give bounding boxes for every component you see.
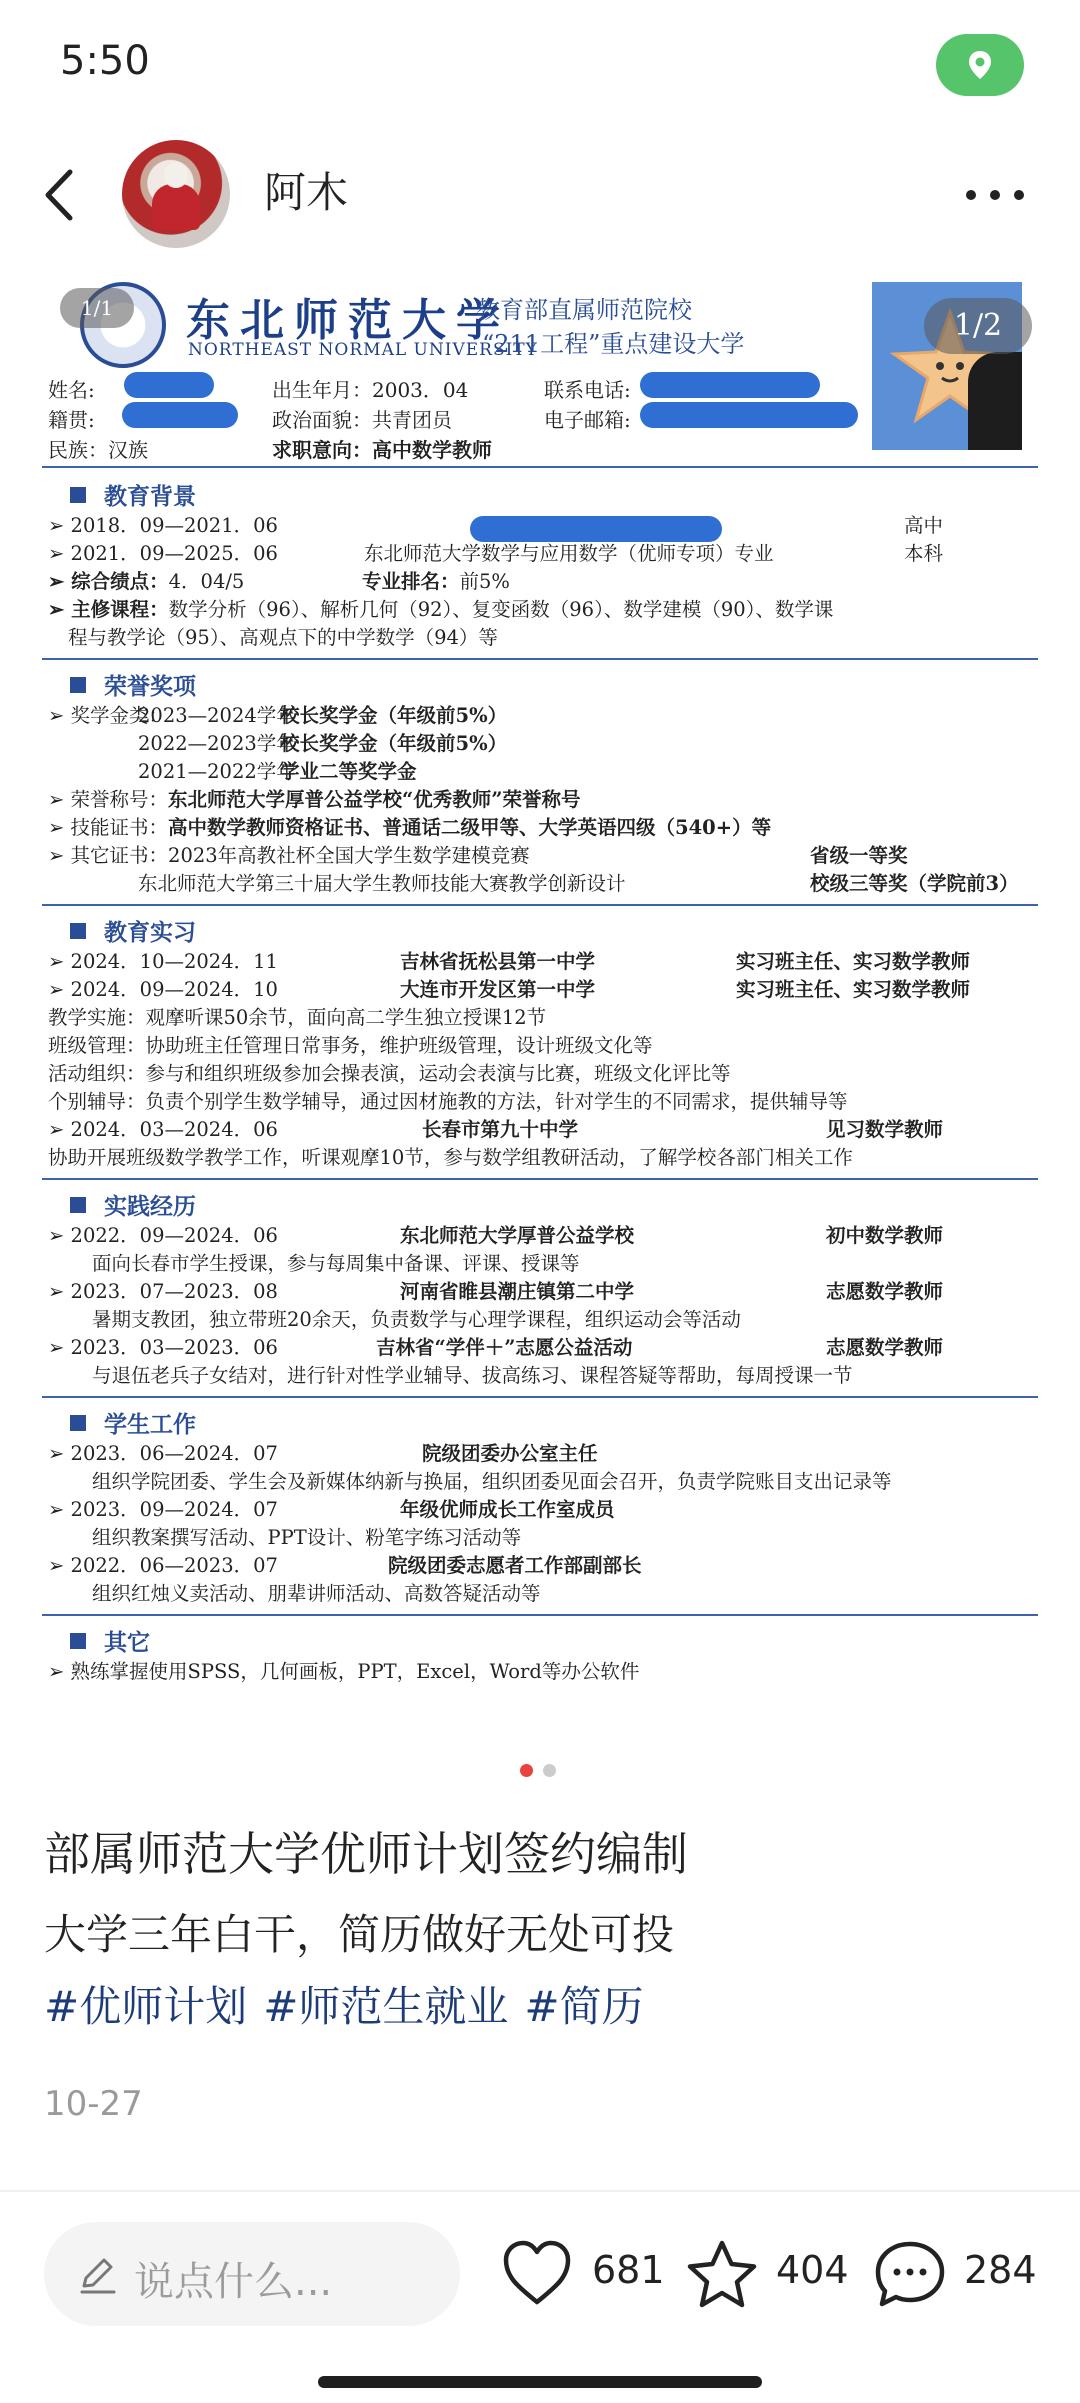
edu-courses: ➢ 主修课程：数学分析（96）、解析几何（92）、复变函数（96）、数学建模（90）、数学课 — [48, 598, 834, 621]
intern-2-role: 实习班主任、实习数学教师 — [736, 978, 971, 1001]
pencil-icon — [76, 2252, 120, 2296]
tag-link[interactable]: #简历 — [524, 1982, 644, 2031]
divider — [42, 1396, 1038, 1398]
info-ethnic: 民族：汉族 — [48, 438, 148, 462]
practice-2-role: 志愿数学教师 — [826, 1280, 944, 1303]
honor-s1-year: 2023—2024学年 — [138, 704, 296, 727]
location-pin-icon — [964, 49, 996, 81]
practice-2-place: 河南省睢县潮庄镇第二中学 — [400, 1280, 635, 1303]
star-icon — [684, 2238, 760, 2310]
divider — [42, 904, 1038, 906]
intern-desc-4: 个别辅导：负责个别学生数学辅导，通过因材施教的方法，针对学生的不同需求，提供辅导等 — [48, 1090, 848, 1113]
honor-s3-year: 2021—2022学年 — [138, 760, 296, 783]
intern-desc-2: 班级管理：协助班主任管理日常事务，维护班级管理，设计班级文化等 — [48, 1034, 653, 1057]
section-student-work-title: 学生工作 — [70, 1406, 196, 1439]
info-job-value: 高中数学教师 — [372, 438, 492, 462]
section-internship-title: 教育实习 — [70, 914, 196, 947]
like-button[interactable] — [500, 2234, 665, 2314]
edu-row-2-school: 东北师范大学数学与应用数学（优师专项）专业 — [364, 542, 774, 565]
intern-2-place: 大连市开发区第一中学 — [400, 978, 596, 1001]
edu-row-1-date: ➢ 2018．09—2021．06 — [48, 514, 278, 537]
work-3-date: ➢ 2022．06—2023．07 — [48, 1554, 278, 1577]
like-count: 681 — [592, 2248, 665, 2292]
status-bar — [0, 0, 1080, 130]
section-practice-title: 实践经历 — [70, 1188, 196, 1221]
info-email-label: 电子邮箱: — [544, 408, 631, 432]
practice-1-desc: 面向长春市学生授课，参与每周集中备课、评课、授课等 — [92, 1252, 580, 1275]
honor-title: ➢ 荣誉称号：东北师范大学厚普公益学校“优秀教师”荣誉称号 — [48, 788, 581, 811]
carousel-dot-active[interactable] — [520, 1764, 533, 1777]
practice-3-date: ➢ 2023．03—2023．06 — [48, 1336, 278, 1359]
carousel-dot[interactable] — [543, 1764, 556, 1777]
section-honors-title: 荣誉奖项 — [70, 668, 196, 701]
edu-courses-cont: 程与教学论（95）、高观点下的中学数学（94）等 — [68, 626, 498, 649]
section-education-title: 教育背景 — [70, 478, 196, 511]
redaction-email — [640, 402, 858, 428]
practice-2-desc: 暑期支教团，独立带班20余天，负责数学与心理学课程，组织运动会等活动 — [92, 1308, 741, 1331]
intern-desc-3: 活动组织：参与和组织班级参加会操表演，运动会表演与比赛，班级文化评比等 — [48, 1062, 731, 1085]
work-1-role: 院级团委办公室主任 — [422, 1442, 598, 1465]
redaction-name — [124, 372, 214, 398]
honor-s1-award: 校长奖学金（年级前5%） — [280, 704, 508, 727]
work-2-role: 年级优师成长工作室成员 — [400, 1498, 615, 1521]
intern-3-date: ➢ 2024．03—2024．06 — [48, 1118, 278, 1141]
status-time: 5:50 — [60, 38, 150, 84]
edu-row-2-level: 本科 — [904, 542, 944, 565]
intern-3-role: 见习数学教师 — [826, 1118, 944, 1141]
practice-1-date: ➢ 2022．09—2024．06 — [48, 1224, 278, 1247]
redaction-phone — [640, 372, 820, 398]
intern-1-place: 吉林省抚松县第一中学 — [400, 950, 596, 973]
post-title: 部属师范大学优师计划签约编制 — [44, 1827, 688, 1881]
post-header — [0, 130, 1080, 260]
resume-image[interactable] — [36, 270, 1044, 1710]
divider — [42, 658, 1038, 660]
home-indicator[interactable] — [318, 2376, 762, 2388]
tag-link[interactable]: #师范生就业 — [263, 1982, 509, 2031]
heart-icon — [500, 2238, 574, 2308]
info-birth: 出生年月：2003．04 — [272, 378, 469, 402]
bottom-bar-divider — [0, 2190, 1080, 2192]
work-1-date: ➢ 2023．06—2024．07 — [48, 1442, 278, 1465]
post-date: 10-27 — [44, 2084, 143, 2124]
edu-row-1-level: 高中 — [904, 514, 944, 537]
location-indicator — [936, 34, 1024, 96]
other-1: ➢ 熟练掌握使用SPSS，几何画板，PPT，Excel，Word等办公软件 — [48, 1660, 640, 1683]
university-name-en: NORTHEAST NORMAL UNIVERSITY — [188, 340, 538, 360]
chat-bubble-icon — [872, 2238, 948, 2310]
work-1-desc: 组织学院团委、学生会及新媒体纳新与换届，组织团委见面会召开，负责学院账目支出记录等 — [92, 1470, 892, 1493]
work-3-desc: 组织红烛义卖活动、朋辈讲师活动、高数答疑活动等 — [92, 1582, 541, 1605]
chevron-left-icon — [36, 158, 88, 232]
practice-2-date: ➢ 2023．07—2023．08 — [48, 1280, 278, 1303]
work-2-date: ➢ 2023．09—2024．07 — [48, 1498, 278, 1521]
info-job-intent — [272, 434, 492, 463]
intern-1-role: 实习班主任、实习数学教师 — [736, 950, 971, 973]
intern-desc-5: 协助开展班级数学教学工作，听课观摩10节，参与数学组教研活动，了解学校各部门相关工作 — [48, 1146, 853, 1169]
more-options-button[interactable] — [960, 170, 1030, 220]
edu-gpa: ➢ 综合绩点：4．04/5 — [48, 570, 245, 593]
practice-3-desc: 与退伍老兵子女结对，进行针对性学业辅导、拔高练习、课程答疑等帮助，每周授课一节 — [92, 1364, 853, 1387]
intern-1-date: ➢ 2024．10—2024．11 — [48, 950, 278, 973]
university-name-cn: 东北师范大学 — [186, 295, 510, 346]
edu-row-2-date: ➢ 2021．09—2025．06 — [48, 542, 278, 565]
honor-scholar-label: ➢ 奖学金类： — [48, 704, 169, 727]
honor-other-2-award: 校级三等奖（学院前3） — [810, 872, 1019, 895]
post-tags — [44, 1974, 660, 2034]
work-2-desc: 组织教案撰写活动、PPT设计、粉笔字练习活动等 — [92, 1526, 522, 1549]
back-button[interactable] — [36, 158, 88, 232]
intern-desc-1: 教学实施：观摩听课50余节，面向高二学生独立授课12节 — [48, 1006, 547, 1029]
comment-button[interactable] — [872, 2234, 1042, 2314]
post-body: 大学三年白干，简历做好无处可投 — [44, 1910, 675, 1959]
info-politics: 政治面貌：共青团员 — [272, 408, 452, 432]
redaction-highschool — [470, 516, 722, 542]
work-3-role: 院级团委志愿者工作部副部长 — [388, 1554, 642, 1577]
info-name-label: 姓名: — [48, 378, 95, 402]
practice-3-place: 吉林省“学伴＋”志愿公益活动 — [376, 1336, 633, 1359]
section-other-title: 其它 — [70, 1624, 150, 1657]
comment-placeholder: 说点什么... — [134, 2259, 333, 2305]
university-tag-1: 教育部直属师范院校 — [476, 296, 692, 324]
honor-s2-award: 校长奖学金（年级前5%） — [280, 732, 508, 755]
more-dots-icon — [960, 170, 1030, 220]
honor-skill: ➢ 技能证书：高中数学教师资格证书、普通话二级甲等、大学英语四级（540+）等 — [48, 816, 772, 839]
honor-s3-award: 学业二等奖学金 — [280, 760, 417, 783]
intern-3-place: 长春市第九十中学 — [422, 1118, 579, 1141]
page-indicator-right: 1/2 — [924, 298, 1032, 354]
collect-button[interactable] — [684, 2234, 849, 2314]
practice-1-place: 东北师范大学厚普公益学校 — [400, 1224, 635, 1247]
author-avatar[interactable] — [122, 140, 230, 248]
honor-other: ➢ 其它证书：2023年高教社杯全国大学生数学建模竞赛 — [48, 844, 530, 867]
intern-2-date: ➢ 2024．09—2024．10 — [48, 978, 278, 1001]
comment-count: 284 — [964, 2248, 1037, 2292]
redaction-native — [122, 402, 238, 428]
divider — [42, 466, 1038, 468]
practice-3-role: 志愿数学教师 — [826, 1336, 944, 1359]
honor-other-2: 东北师范大学第三十届大学生教师技能大赛教学创新设计 — [138, 872, 626, 895]
honor-other-1-award: 省级一等奖 — [810, 844, 908, 867]
info-phone-label: 联系电话: — [544, 378, 631, 402]
divider — [42, 1614, 1038, 1616]
page-indicator-left: 1/1 — [60, 288, 134, 328]
edu-rank: 专业排名：前5% — [362, 570, 510, 593]
practice-1-role: 初中数学教师 — [826, 1224, 944, 1247]
comment-input[interactable] — [44, 2222, 460, 2326]
info-job-label: 求职意向： — [272, 438, 372, 462]
tag-link[interactable]: #优师计划 — [44, 1982, 248, 2031]
divider — [42, 1178, 1038, 1180]
honor-s2-year: 2022—2023学年 — [138, 732, 296, 755]
author-name[interactable]: 阿木 — [264, 168, 349, 217]
info-native-label: 籍贯: — [48, 408, 95, 432]
collect-count: 404 — [776, 2248, 849, 2292]
university-tag-2: “211工程”重点建设大学 — [482, 330, 745, 358]
